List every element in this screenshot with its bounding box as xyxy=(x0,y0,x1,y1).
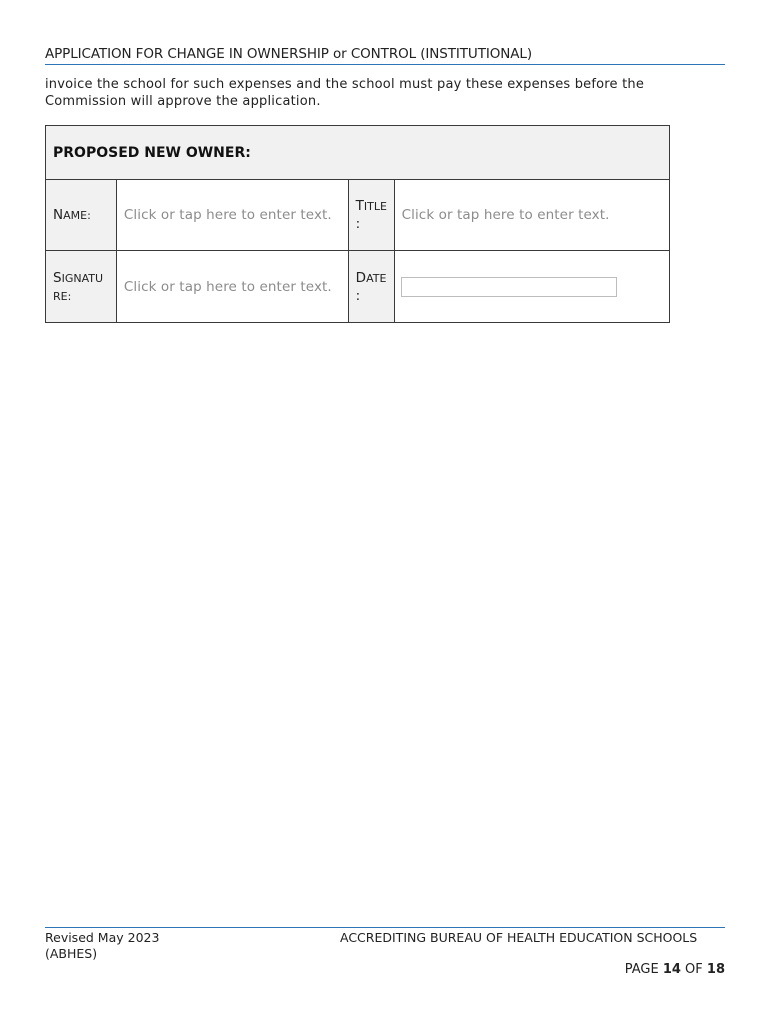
page-current: 14 xyxy=(662,962,681,977)
date-input[interactable] xyxy=(401,277,617,297)
page-total: 18 xyxy=(706,962,725,977)
intro-line-1: invoice the school for such expenses and the school must pay these expenses before the xyxy=(45,77,645,92)
title-label: TITLE : xyxy=(348,180,394,251)
signature-field[interactable]: Click or tap here to enter text. xyxy=(116,251,348,323)
signature-label: SIGNATU RE: xyxy=(46,251,117,323)
date-cell xyxy=(394,251,669,323)
header-title: APPLICATION FOR CHANGE IN OWNERSHIP or CONTROL (INSTITUTIONAL) xyxy=(45,46,532,62)
footer-left xyxy=(45,930,159,962)
page-number: PAGE 14 OF 18 xyxy=(624,962,725,977)
document-header xyxy=(45,46,725,65)
footer-divider xyxy=(45,927,725,928)
date-label: DATE : xyxy=(348,251,394,323)
name-label: NAME: xyxy=(46,180,117,251)
intro-line-2: Commission will approve the application. xyxy=(45,94,321,109)
name-field[interactable]: Click or tap here to enter text. xyxy=(116,180,348,251)
revised-date: Revised May 2023 xyxy=(45,930,160,945)
table-heading: PROPOSED NEW OWNER: xyxy=(46,126,670,180)
org-abbreviation: (ABHES) xyxy=(45,946,98,961)
title-field[interactable]: Click or tap here to enter text. xyxy=(394,180,669,251)
footer-org-name: ACCREDITING BUREAU OF HEALTH EDUCATION SCHOOLS xyxy=(340,930,698,945)
proposed-owner-table xyxy=(45,125,670,323)
intro-paragraph xyxy=(45,76,705,110)
